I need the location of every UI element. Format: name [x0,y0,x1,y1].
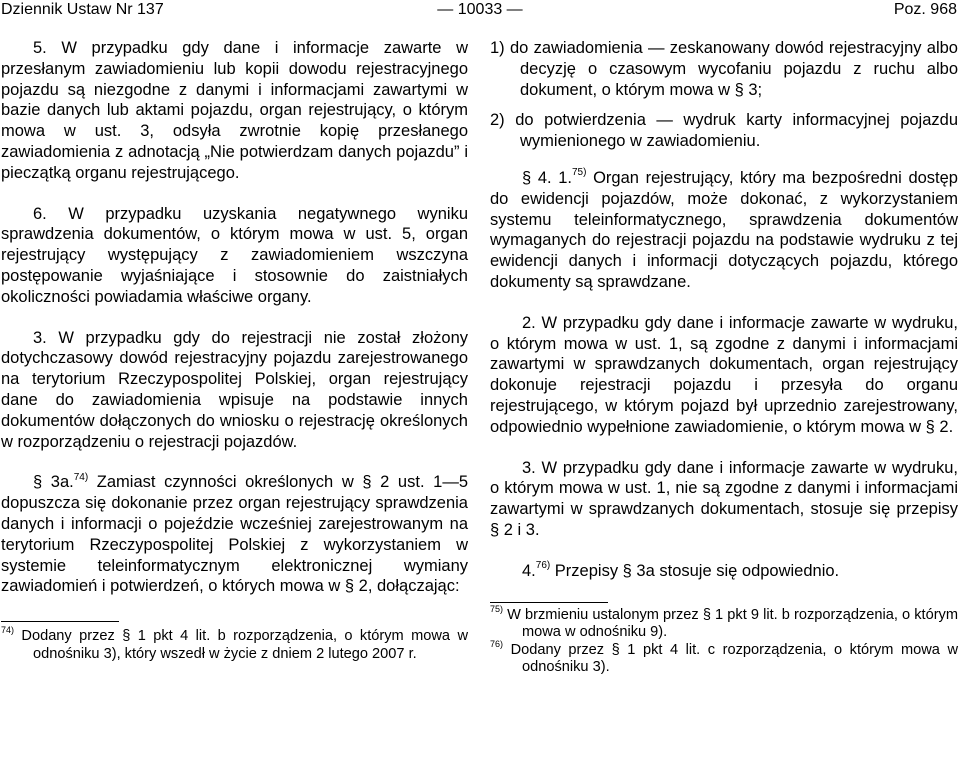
section-4-4-text: Przepisy § 3a stosuje się odpowiednio. [550,561,840,580]
left-column [1,38,468,663]
footnote-74 [1,625,468,663]
section-4-label: § 4. 1. [522,168,572,187]
paragraph-6: 6. W przypadku uzyskania negatywnego wyniku sprawdzenia dokumentów, o którym mowa w ust. 5, organ rejestrujący występujący z zawiadomieniem wszczyna postępowanie wyjaśniające i stosownie do zaistniałych okoliczności powiadamia właściwe organy. [1,204,468,306]
right-column [490,38,958,677]
section-4-text: Organ rejestrujący, który ma bezpośredni dostęp do ewidencji pojazdów, może dokonać, z wykorzystaniem systemu teleinformatycznego, sprawdzenia dokumentów wymaganych do rejestracji pojazdu na podstawie wydruku z tej ewidencji danych i informacji dotyczących pojazdu, którego dokumenty są sprawdzane. [490,168,958,291]
footnote-76-number: 76) [490,638,504,649]
paragraph-4-4 [490,561,958,582]
paragraph-3: 3. W przypadku gdy do rejestracji nie został złożony dotychczasowy dowód rejestracyjny pojazdu zarejestrowanego na terytorium Rzeczypospolitej Polskiej, organ rejestrujący dane do zawiadomienia wpisuje na podstawie innych dokumentów dołączonych do wniosku o rejestrację określonych w rozporządzeniu o rejestracji pojazdów. [1,328,468,451]
position-number: Poz. 968 [893,1,957,18]
list-item-1: 1) do zawiadomienia — zeskanowany dowód rejestracyjny albo decyzję o czasowym wycofaniu pojazdu z ruchu albo dokument, o którym mowa w § 3; [490,39,958,99]
section-3a-text: Zamiast czynności określonych w § 2 ust. 1—5 dopuszcza się dokonanie przez organ rejestrujący sprawdzenia danych i informacji o pojeździe wcześniej zarejestrowanym na terytorium Rzeczypospolitej Polskiej z wykorzystaniem w systemie teleinformatycznym elektronicznej wymiany zawiadomień i potwierdzeń, o których mowa w § 2, dołączając: [1,473,468,596]
footnote-75 [490,603,959,642]
paragraph-3a [1,472,468,597]
page-number: — 10033 — [437,1,523,18]
section-4-4-label: 4. [522,561,536,580]
footnote-ref-75[interactable]: 75) [571,167,587,179]
footnote-74-number: 74) [1,625,15,636]
paragraph-5: 5. W przypadku gdy dane i informacje zawarte w przesłanym zawiadomieniu lub kopii dowodu rejestracyjnego pojazdu są niezgodne z danymi i informacjami zawartymi w bazie danych lub aktami pojazdu, organ rejestrujący, o którym mowa w ust. 3, odsyła zwrotnie kopię przesłanego zawiadomienia z adnotacją „Nie potwierdzam danych pojazdu” i pieczątką organu rejestrującego. [1,39,468,182]
list-item-2: 2) do potwierdzenia — wydruk karty informacyjnej pojazdu wymienionego w zawiadomieniu. [490,111,958,151]
page-header [0,0,960,24]
footnote-ref-74[interactable]: 74) [73,471,89,483]
journal-title: Dziennik Ustaw Nr 137 [1,1,164,18]
footnote-ref-76[interactable]: 76) [535,560,551,572]
paragraph-4-1 [490,168,958,293]
footnote-75-number: 75) [490,603,504,614]
footnote-76 [490,638,958,677]
section-3a-label: § 3a. [33,473,74,492]
paragraph-4-3: 3. W przypadku gdy dane i informacje zawarte w wydruku, o którym mowa w ust. 1, nie są zgodne z danymi i informacjami zawartymi w sprawdzanych dokumentach, stosuje się przepisy § 2 i 3. [490,458,958,539]
footnote-74-text: Dodany przez § 1 pkt 4 lit. b rozporządzenia, o którym mowa w odnośniku 3), który wszedł w życie z dniem 2 lutego 2007 r. [21,628,468,662]
footnote-76-text: Dodany przez § 1 pkt 4 lit. c rozporządzenia, o którym mowa w odnośniku 3). [510,641,958,676]
footnote-75-text: W brzmieniu ustalonym przez § 1 pkt 9 lit. b rozporządzenia, o którym mowa w odnośniku 9). [507,606,959,641]
paragraph-4-2: 2. W przypadku gdy dane i informacje zawarte w wydruku, o którym mowa w ust. 1, są zgodne z danymi i informacjami zawartymi w sprawdzanych dokumentach, organ rejestrujący dokonuje rejestracji pojazdu i przesyła do organu rejestrującego, w którym pojazd był uprzednio zarejestrowany, odpowiednio wypełnione zawiadomienie, o którym mowa w § 2. [490,313,958,436]
